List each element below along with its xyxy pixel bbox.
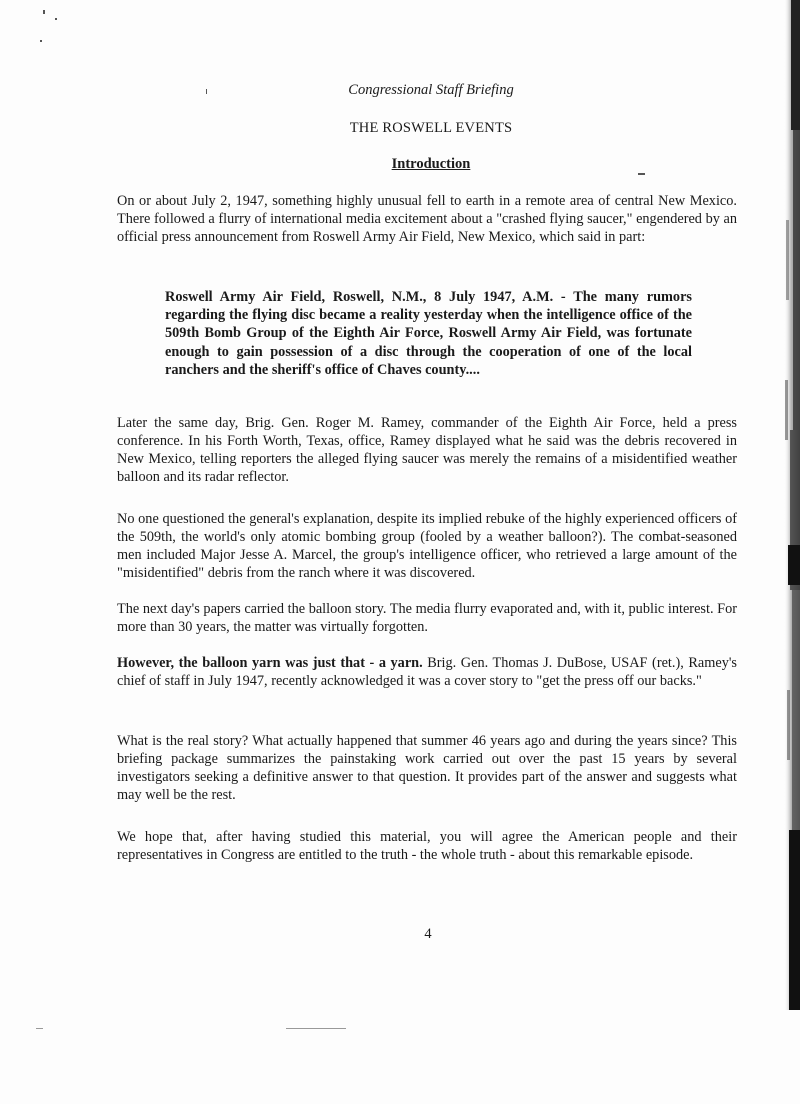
page-number: 4 (424, 926, 432, 942)
bold-lead: However, the balloon yarn was just that - a yarn. (117, 655, 423, 671)
speck (55, 18, 57, 20)
speck (36, 1028, 43, 1029)
paragraph-balloon-story: The next day's papers carried the balloon story. The media flurry evaporated and, with it, public interest. For more than 30 years, the matter was virtually forgotten. (117, 601, 737, 635)
press-release-quote: Roswell Army Air Field, Roswell, N.M., 8 July 1947, A.M. - The many rumors regarding the flying disc became a reality yesterday when the intelligence office of the 509th Bomb Group of the Eighth Air Force, Roswell Army Air Field, was fortunate enough to gain possession of a disc through the cooperation of one of the local ranchers and the sheriff's office of Chaves county.... (165, 289, 692, 378)
section-heading: Introduction (391, 156, 471, 172)
speck (40, 40, 42, 42)
speck (43, 10, 45, 14)
document-title: THE ROSWELL EVENTS (349, 120, 513, 136)
paragraph-intro: On or about July 2, 1947, something highly unusual fell to earth in a remote area of central New Mexico. There followed a flurry of international media excitement about a "crashed flying saucer," engendered by an official press announcement from Roswell Army Air Field, New Mexico, which said in part: (117, 193, 737, 245)
paragraph-dubose (117, 654, 737, 690)
paragraph-conclusion: We hope that, after having studied this material, you will agree the American people and their representatives in Congress are entitled to the truth - the whole truth - about this remarkable episode. (117, 829, 737, 863)
paragraph-marcel: No one questioned the general's explanation, despite its implied rebuke of the highly experienced officers of the 509th, the world's only atomic bombing group (fooled by a weather balloon?). The combat-seasoned men included Major Jesse A. Marcel, the group's intelligence officer, who retrieved a large amount of the "misidentified" debris from the ranch where it was discovered. (117, 511, 737, 581)
speck (638, 173, 645, 175)
speck (286, 1028, 346, 1029)
paragraph-dubose-text: Brig. Gen. Thomas J. DuBose, USAF (ret.), Ramey's chief of staff in July 1947, recently acknowledged it was a cover story to "get the press off our backs." (117, 655, 737, 689)
scan-edge-artifact (774, 0, 800, 1010)
paragraph-ramey: Later the same day, Brig. Gen. Roger M. Ramey, commander of the Eighth Air Force, held a press conference. In his Forth Worth, Texas, office, Ramey displayed what he said was the debris recovered in New Mexico, telling reporters the alleged flying saucer was merely the remains of a misidentified weather balloon and its radar reflector. (117, 415, 737, 485)
paragraph-real-story: What is the real story? What actually happened that summer 46 years ago and during the years since? This briefing package summarizes the painstaking work carried out over the past 15 years by several investigators seeking a definitive answer to that question. It provides part of the answer and suggests what may well be the rest. (117, 733, 737, 803)
briefing-header: Congressional Staff Briefing (348, 82, 514, 98)
